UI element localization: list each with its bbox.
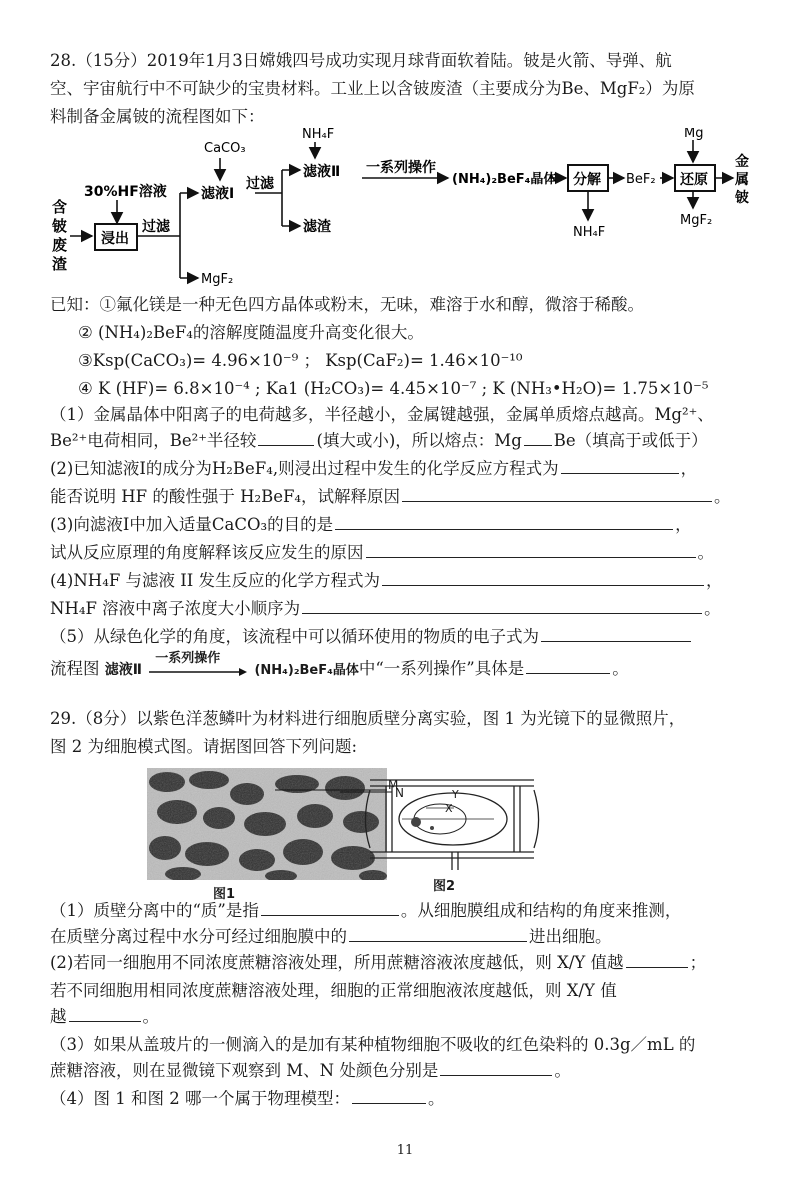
- flow-ore-3: 废: [52, 236, 68, 254]
- q29-p2a-post: ；: [689, 953, 707, 972]
- q29-p4: [50, 1088, 444, 1110]
- flowchart: [0, 128, 810, 288]
- q28-p2a: [50, 458, 697, 480]
- flow-mgf2: MgF₂: [201, 272, 234, 287]
- flow-crystal: (NH₄)₂BeF₄晶体: [452, 172, 557, 187]
- answer-blank-p2b[interactable]: [402, 486, 712, 502]
- answer-blank-q29-p1a[interactable]: [261, 900, 399, 916]
- figure-1-label: 图1: [213, 887, 236, 902]
- flow-metal-2: 属: [735, 172, 749, 188]
- flow-ore-2: 铍: [52, 217, 68, 235]
- q28-p2b: [50, 486, 731, 508]
- q28-p2a-text: (2)已知滤液Ⅰ的成分为H₂BeF₄,则浸出过程中发生的化学反应方程式为: [50, 459, 559, 478]
- answer-blank-p3b[interactable]: [366, 542, 696, 558]
- q28-p1b-post: Be（填高于或低于）: [553, 431, 708, 450]
- q28-p3b-text: 试从反应原理的角度解释该反应发生的原因: [50, 543, 364, 562]
- q29-line1: 29.（8分）以紫色洋葱鳞叶为材料进行细胞质壁分离实验，图 1 为光镜下的显微照片，: [50, 709, 686, 728]
- q28-p2b-text: 能否说明 HF 的酸性强于 H₂BeF₄，试解释原因: [50, 487, 401, 506]
- q29-p2b: 若不同细胞用相同浓度蔗糖溶液处理，细胞的正常细胞液浓度越低，则 X/Y 值: [50, 981, 617, 1000]
- flow-mg: Mg: [684, 128, 704, 141]
- q28-p3b-period: 。: [697, 543, 714, 562]
- q28-p1b-pre: Be²⁺电荷相同，Be²⁺半径较: [50, 431, 257, 450]
- q28-p4a: [50, 570, 723, 592]
- q29-p1b-post: 进出细胞。: [529, 927, 612, 946]
- q29-p2c: [50, 1006, 159, 1028]
- q29-p3a: （3）如果从盖玻片的一侧滴入的是加有某种植物细胞不吸收的红色染料的 0.3g／mL 的: [50, 1035, 696, 1054]
- q29-p4-period: 。: [427, 1089, 445, 1108]
- q28-p3b: [50, 542, 714, 564]
- q28-p3a: [50, 514, 692, 536]
- q28-p2a-comma: ，: [680, 459, 698, 478]
- known-2: ② (NH₄)₂BeF₄的溶解度随温度升高变化很大。: [78, 323, 424, 342]
- answer-blank-p5b[interactable]: [526, 658, 610, 674]
- flow-filter1: 过滤: [142, 219, 170, 235]
- q29-p1a-post: 。从细胞膜组成和结构的角度来推测，: [400, 901, 682, 920]
- q28-p1a: （1）金属晶体中阳离子的电荷越多，半径越小，金属键越强，金属单质熔点越高。Mg²⁺、: [50, 405, 714, 424]
- known-3: ③Ksp(CaCO₃)= 4.96×10⁻⁹ ； Ksp(CaF₂)= 1.46×10⁻¹⁰: [78, 351, 523, 370]
- q28-p5b-from: 滤液Ⅱ: [104, 662, 142, 678]
- flow-residue: 滤渣: [303, 219, 331, 235]
- q28-p2b-period: 。: [714, 487, 731, 506]
- q28-p1b: [50, 430, 708, 452]
- flow-nh4f-out: NH₄F: [573, 225, 606, 240]
- series-arrow: [147, 650, 249, 680]
- answer-blank-p5a[interactable]: [541, 626, 691, 642]
- answer-blank-q29-p2c[interactable]: [69, 1006, 141, 1022]
- flow-mgf2-out2: MgF₂: [680, 213, 713, 228]
- q29-p1a: [50, 900, 681, 922]
- label-x: X: [445, 802, 453, 815]
- flow-caco3: CaCO₃: [204, 141, 246, 156]
- answer-blank-p2a[interactable]: [561, 458, 679, 474]
- answer-blank-q29-p4[interactable]: [352, 1088, 426, 1104]
- q29-p1b-pre: 在质壁分离过程中水分可经过细胞膜中的: [50, 927, 347, 946]
- label-m-text: M: [388, 778, 399, 792]
- flow-nh4f: NH₄F: [302, 128, 335, 142]
- flow-filtrate1: 滤液Ⅰ: [201, 186, 235, 202]
- q28-line3: 料制备金属铍的流程图如下：: [50, 107, 265, 126]
- known-1-text: ①氟化镁是一种无色四方晶体或粉末，无味，难溶于水和醇，微溶于稀酸。: [99, 295, 644, 314]
- q28-p4a-text: (4)NH₄F 与滤液 II 发生反应的化学方程式为: [50, 571, 381, 590]
- answer-blank-q29-p1b[interactable]: [349, 926, 527, 942]
- q29-p3b-period: 。: [554, 1061, 571, 1080]
- flow-leach: 浸出: [101, 231, 129, 247]
- q28-p5b-post: 中“一系列操作”具体是: [358, 659, 525, 678]
- flow-hf: 30%HF溶液: [84, 184, 167, 200]
- answer-blank-p3a[interactable]: [335, 514, 673, 530]
- q29-p3b: [50, 1060, 571, 1082]
- q29-p2a-pre: (2)若同一细胞用不同浓度蔗糖溶液处理，所用蔗糖溶液浓度越低，则 X/Y 值越: [50, 953, 624, 972]
- flow-decompose: 分解: [573, 172, 601, 188]
- figure-2-label: 图2: [433, 879, 456, 894]
- flow-metal-1: 金: [735, 154, 749, 170]
- flow-reduce: 还原: [680, 172, 708, 188]
- q28-p4a-comma: ，: [706, 571, 723, 590]
- page-number: 11: [396, 1143, 414, 1158]
- q28-p4b: [50, 598, 721, 620]
- q28-p4b-text: NH₄F 溶液中离子浓度大小顺序为: [50, 599, 301, 618]
- flow-filtrate2: 滤液Ⅱ: [303, 164, 341, 180]
- answer-blank-q29-p3[interactable]: [440, 1060, 552, 1076]
- flow-filter2: 过滤: [246, 176, 274, 192]
- q29-p2a: [50, 952, 706, 974]
- q28-p5a: [50, 626, 693, 648]
- flow-series: 一系列操作: [366, 160, 436, 176]
- answer-blank-p4b[interactable]: [302, 598, 702, 614]
- flow-metal-3: 铍: [735, 190, 749, 206]
- q28-p5b: [50, 650, 629, 682]
- figure-2-cell-model: [362, 770, 542, 870]
- answer-blank-melting[interactable]: [524, 430, 552, 446]
- flow-ore-1: 含: [52, 198, 68, 216]
- q29-p3b-pre: 蔗糖溶液，则在显微镜下观察到 M、N 处颜色分别是: [50, 1061, 439, 1080]
- answer-blank-radius[interactable]: [258, 430, 314, 446]
- q28-p5a-text: （5）从绿色化学的角度，该流程中可以循环使用的物质的电子式为: [50, 627, 539, 646]
- q29-p2c-pre: 越: [50, 1007, 67, 1026]
- flow-ore-4: 渣: [52, 255, 68, 273]
- known-1: [50, 294, 644, 316]
- q28-p3a-text: (3)向滤液Ⅰ中加入适量CaCO₃的目的是: [50, 515, 334, 534]
- q29-p2c-period: 。: [142, 1007, 159, 1026]
- q29-p1b: [50, 926, 612, 948]
- flow-bef2: BeF₂: [626, 172, 656, 187]
- q28-p4b-period: 。: [704, 599, 721, 618]
- q28-line2: 空、宇宙航行中不可缺少的宝贵材料。工业上以含铍废渣（主要成分为Be、MgF₂）为原: [50, 79, 695, 98]
- q28-line1: 28.（15分）2019年1月3日嫦娥四号成功实现月球背面软着陆。铍是火箭、导弹、航: [50, 51, 672, 70]
- q28-p5b-pre: 流程图: [50, 659, 100, 678]
- series-arrow-label: 一系列操作: [155, 650, 221, 666]
- label-n: N: [395, 786, 404, 800]
- label-y: Y: [452, 788, 459, 801]
- q29-p4-pre: （4）图 1 和图 2 哪一个属于物理模型：: [50, 1089, 350, 1108]
- known-label: 已知：: [50, 295, 100, 314]
- q28-p1b-mid: (填大或小)，所以熔点：Mg: [316, 431, 522, 450]
- known-4: ④ K (HF)= 6.8×10⁻⁴ ; Ka1 (H₂CO₃)= 4.45×10⁻⁷ ; K (NH₃•H₂O)= 1.75×10⁻⁵: [78, 379, 709, 398]
- q28-p3a-comma: ，: [675, 515, 692, 534]
- answer-blank-q29-p2a[interactable]: [626, 952, 688, 968]
- q28-p5b-to: (NH₄)₂BeF₄晶体: [254, 663, 359, 678]
- q28-p5b-period: 。: [612, 659, 629, 678]
- answer-blank-p4a[interactable]: [382, 570, 704, 586]
- q29-line2: 图 2 为细胞模式图。请据图回答下列问题:: [50, 737, 358, 756]
- q29-p1a-pre: （1）质壁分离中的“质”是指: [50, 901, 259, 920]
